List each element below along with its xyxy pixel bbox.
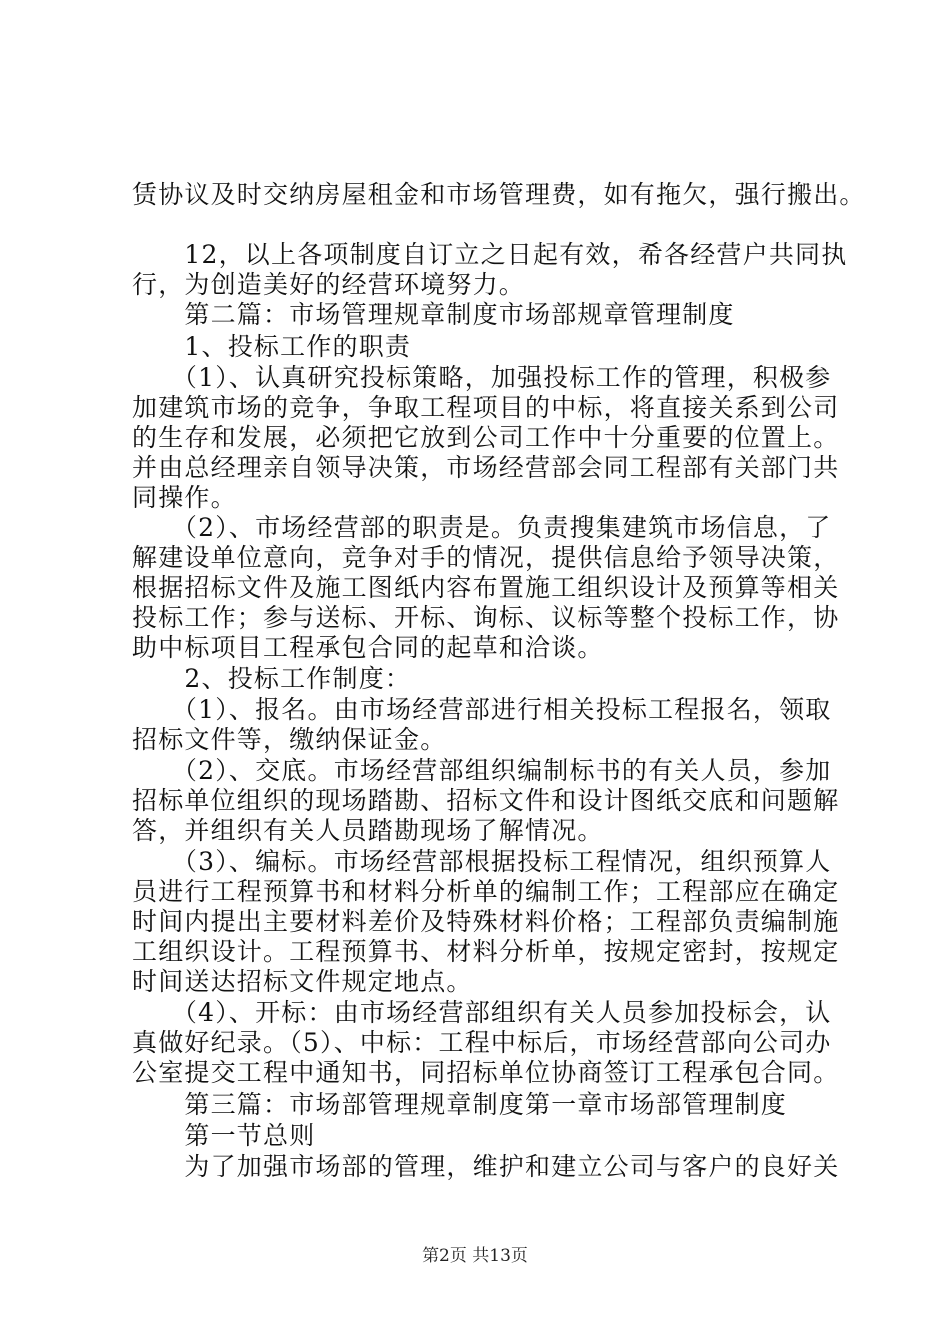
text-line: 解建设单位意向，竞争对手的情况，提供信息给予领导决策， bbox=[132, 543, 840, 572]
text-line: （1）、报名。由市场经营部进行相关投标工程报名，领取 bbox=[132, 695, 832, 724]
text-line: 招标文件等，缴纳保证金。 bbox=[132, 725, 447, 754]
text-line: （1）、认真研究投标策略，加强投标工作的管理，积极参 bbox=[132, 363, 832, 392]
text-line: 助中标项目工程承包合同的起草和洽谈。 bbox=[132, 633, 604, 662]
text-line: 公室提交工程中通知书，同招标单位协商签订工程承包合同。 bbox=[132, 1058, 840, 1087]
text-line: 员进行工程预算书和材料分析单的编制工作；工程部应在确定 bbox=[132, 877, 840, 906]
text-line: 赁协议及时交纳房屋租金和市场管理费，如有拖欠，强行搬出。 bbox=[132, 180, 866, 209]
text-line: 真做好纪录。（5）、中标：工程中标后，市场经营部向公司办 bbox=[132, 1028, 832, 1057]
text-line: 时间内提出主要材料差价及特殊材料价格；工程部负责编制施 bbox=[132, 907, 840, 936]
text-line: （4）、开标：由市场经营部组织有关人员参加投标会，认 bbox=[132, 998, 832, 1027]
text-line: 同操作。 bbox=[132, 483, 237, 512]
text-line: 并由总经理亲自领导决策，市场经营部会同工程部有关部门共 bbox=[132, 453, 840, 482]
text-line: 根据招标文件及施工图纸内容布置施工组织设计及预算等相关 bbox=[132, 573, 840, 602]
text-line: 招标单位组织的现场踏勘、招标文件和设计图纸交底和问题解 bbox=[132, 786, 840, 815]
text-line: 答，并组织有关人员踏勘现场了解情况。 bbox=[132, 816, 604, 845]
text-line: 加建筑市场的竞争，争取工程项目的中标，将直接关系到公司 bbox=[132, 393, 840, 422]
text-line: （2）、市场经营部的职责是。负责搜集建筑市场信息，了 bbox=[132, 513, 832, 542]
text-line: 的生存和发展，必须把它放到公司工作中十分重要的位置上。 bbox=[132, 423, 840, 452]
subsection-heading: 第一节总则 bbox=[132, 1121, 316, 1150]
section-heading: 第三篇：市场部管理规章制度第一章市场部管理制度 bbox=[132, 1090, 788, 1119]
text-line: （3）、编标。市场经营部根据投标工程情况，组织预算人 bbox=[132, 847, 832, 876]
text-line: 投标工作；参与送标、开标、询标、议标等整个投标工作，协 bbox=[132, 603, 840, 632]
text-line: 12，以上各项制度自订立之日起有效，希各经营户共同执 bbox=[132, 240, 848, 269]
text-line: 为了加强市场部的管理，维护和建立公司与客户的良好关 bbox=[132, 1152, 840, 1181]
text-line: （2）、交底。市场经营部组织编制标书的有关人员，参加 bbox=[132, 756, 832, 785]
page-number-footer: 第2页 共13页 bbox=[422, 1246, 528, 1266]
subsection-heading: 2、投标工作制度： bbox=[132, 664, 412, 693]
section-heading: 第二篇：市场管理规章制度市场部规章管理制度 bbox=[132, 300, 735, 329]
subsection-heading: 1、投标工作的职责 bbox=[132, 332, 412, 361]
text-line: 工组织设计。工程预算书、材料分析单，按规定密封，按规定 bbox=[132, 937, 840, 966]
text-line: 行，为创造美好的经营环境努力。 bbox=[132, 270, 526, 299]
text-line: 时间送达招标文件规定地点。 bbox=[132, 967, 473, 996]
